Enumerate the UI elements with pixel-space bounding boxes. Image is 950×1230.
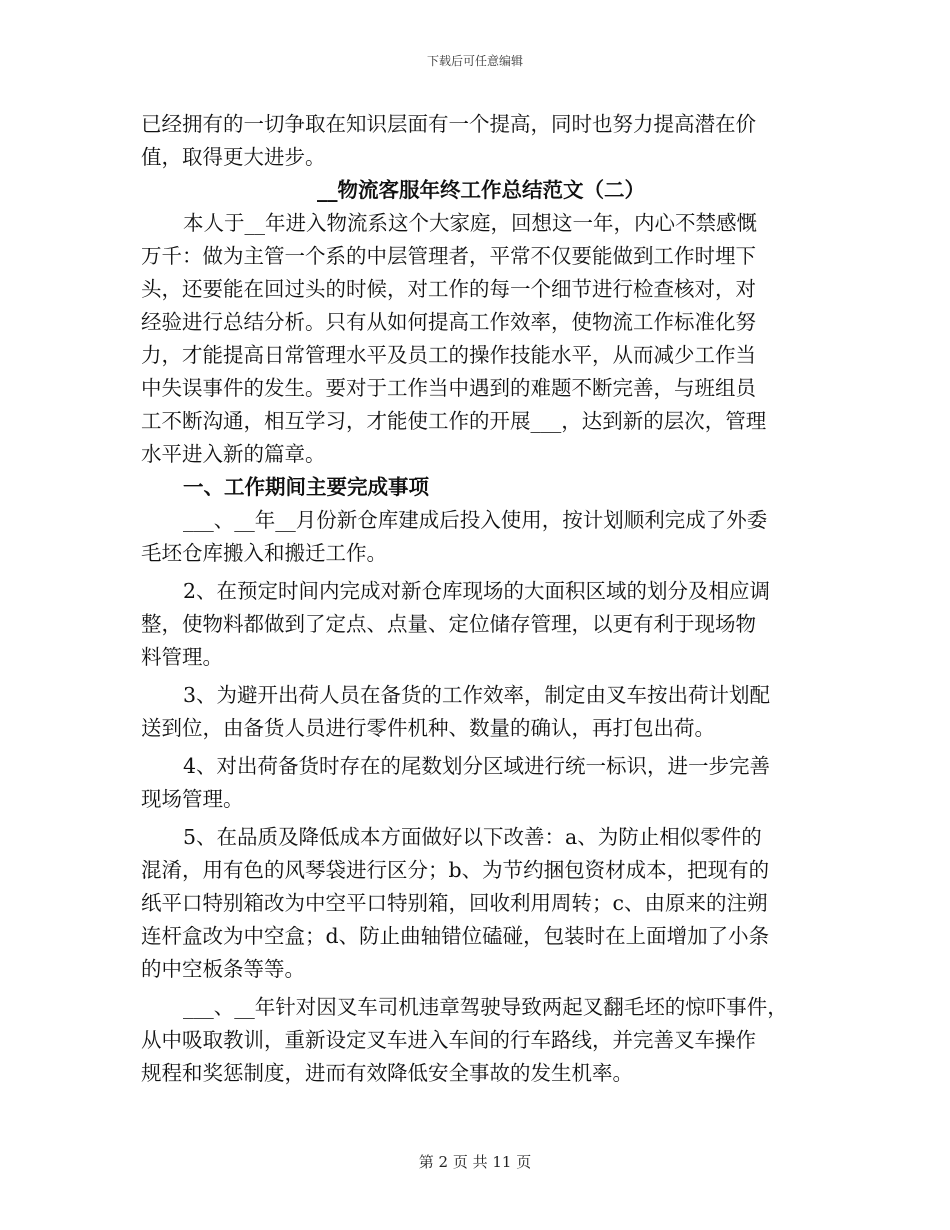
document-title: __物流客服年终工作总结范文（二） bbox=[317, 178, 645, 202]
paragraph-line: 水平进入新的篇章。 bbox=[141, 442, 326, 466]
paragraph-line: 万千：做为主管一个系的中层管理者，平常不仅要能做到工作时埋下 bbox=[141, 244, 756, 268]
paragraph-line: 规程和奖惩制度，进而有效降低安全事故的发生机率。 bbox=[141, 1061, 633, 1085]
paragraph-line: 已经拥有的一切争取在知识层面有一个提高，同时也努力提高潜在价 bbox=[141, 112, 756, 136]
paragraph-line: 整，使物料都做到了定点、点量、定位储存管理，以更有利于现场物 bbox=[141, 612, 756, 636]
paragraph-line: 本人于__年进入物流系这个大家庭，回想这一年，内心不禁感慨 bbox=[183, 211, 757, 235]
paragraph-line: 纸平口特别箱改为中空平口特别箱，回收利用周转；c、由原来的注朔 bbox=[141, 891, 768, 915]
document-body bbox=[141, 108, 813, 1090]
paragraph-line: 工不断沟通，相互学习，才能使工作的开展___，达到新的层次，管理 bbox=[141, 409, 767, 433]
paragraph-line: 毛坯仓库搬入和搬迁工作。 bbox=[141, 541, 387, 565]
paragraph-line: 头，还要能在回过头的时候，对工作的每一个细节进行检查核对，对 bbox=[141, 277, 756, 301]
paragraph-line: 力，才能提高日常管理水平及员工的操作技能水平，从而减少工作当 bbox=[141, 343, 756, 367]
paragraph-line: 送到位，由备货人员进行零件机种、数量的确认，再打包出荷。 bbox=[141, 716, 715, 740]
page-footer: 第 2 页 共 11 页 bbox=[418, 1153, 532, 1171]
paragraph-line: 值，取得更大进步。 bbox=[141, 145, 326, 169]
paragraph-line: ___、__年__月份新仓库建成后投入使用，按计划顺利完成了外委 bbox=[183, 508, 768, 532]
paragraph-line: 现场管理。 bbox=[141, 787, 244, 811]
paragraph-line: 混淆，用有色的风琴袋进行区分；b、为节约捆包资材成本，把现有的 bbox=[141, 858, 770, 882]
paragraph-line: 的中空板条等等。 bbox=[141, 957, 305, 981]
paragraph-line: 经验进行总结分析。只有从如何提高工作效率，使物流工作标准化努 bbox=[141, 310, 756, 334]
page-header: 下载后可任意编辑 bbox=[426, 54, 523, 68]
paragraph-line: 2、在预定时间内完成对新仓库现场的大面积区域的划分及相应调 bbox=[183, 579, 771, 603]
paragraph-line: 4、对出荷备货时存在的尾数划分区域进行统一标识，进一步完善 bbox=[183, 754, 771, 778]
paragraph-line: 连杆盒改为中空盒；d、防止曲轴错位磕碰，包装时在上面增加了小条 bbox=[141, 924, 770, 948]
paragraph-line: 5、在品质及降低成本方面做好以下改善：a、为防止相似零件的 bbox=[183, 825, 762, 849]
paragraph-line: ___、__年针对因叉车司机违章驾驶导致两起叉翻毛坯的惊吓事件， bbox=[183, 995, 788, 1019]
paragraph-line: 从中吸取教训，重新设定叉车进入车间的行车路线，并完善叉车操作 bbox=[141, 1028, 756, 1052]
section-heading: 一、工作期间主要完成事项 bbox=[183, 475, 429, 499]
paragraph-line: 3、为避开出荷人员在备货的工作效率，制定由叉车按出荷计划配 bbox=[183, 683, 771, 707]
paragraph-line: 中失误事件的发生。要对于工作当中遇到的难题不断完善，与班组员 bbox=[141, 376, 756, 400]
paragraph-line: 料管理。 bbox=[141, 645, 223, 669]
